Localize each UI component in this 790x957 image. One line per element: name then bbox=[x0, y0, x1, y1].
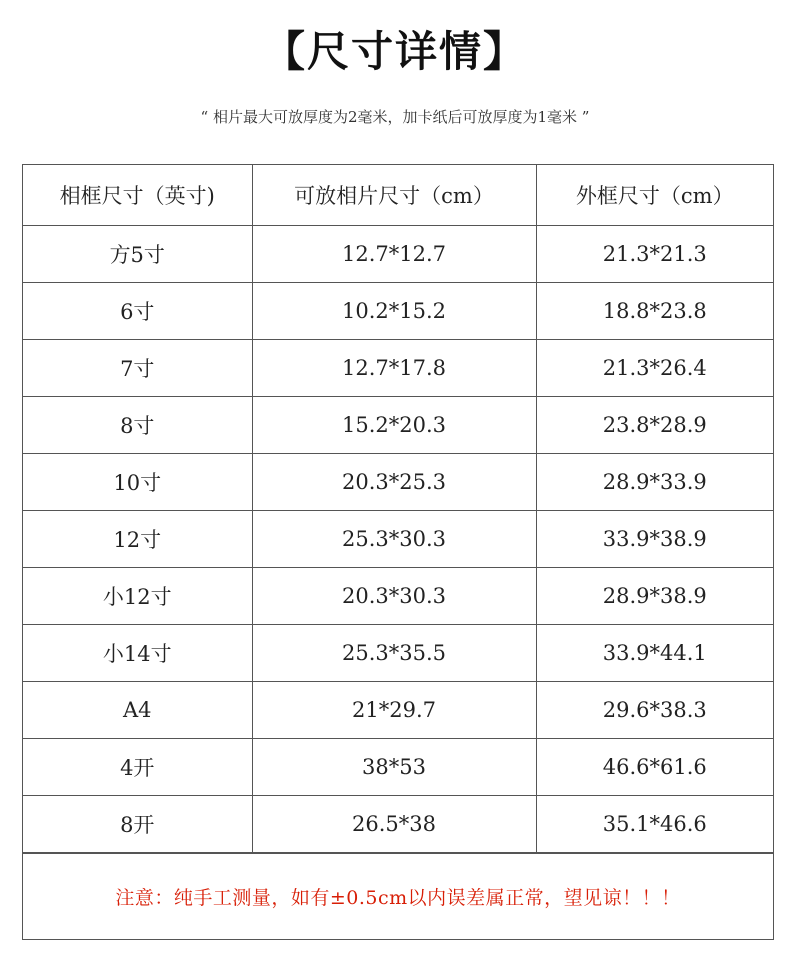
cell-photo-size: 25.3*30.3 bbox=[252, 511, 536, 568]
cell-frame-size: 小12寸 bbox=[23, 568, 252, 625]
table-row bbox=[23, 340, 773, 397]
cell-photo-size: 20.3*25.3 bbox=[252, 454, 536, 511]
table-row bbox=[23, 226, 773, 283]
cell-photo-size: 38*53 bbox=[252, 739, 536, 796]
measurement-tolerance-note: 注意：纯手工测量，如有±0.5cm以内误差属正常，望见谅！！！ bbox=[23, 853, 773, 939]
cell-outer-size: 21.3*26.4 bbox=[536, 340, 773, 397]
cell-frame-size: A4 bbox=[23, 682, 252, 739]
table-row bbox=[23, 796, 773, 853]
page-title: 【尺寸详情】 bbox=[262, 27, 527, 76]
cell-outer-size: 29.6*38.3 bbox=[536, 682, 773, 739]
cell-photo-size: 12.7*17.8 bbox=[252, 340, 536, 397]
cell-photo-size: 20.3*30.3 bbox=[252, 568, 536, 625]
size-table-container bbox=[22, 164, 774, 940]
cell-frame-size: 8开 bbox=[23, 796, 252, 853]
cell-outer-size: 21.3*21.3 bbox=[536, 226, 773, 283]
cell-photo-size: 25.3*35.5 bbox=[252, 625, 536, 682]
table-row bbox=[23, 511, 773, 568]
table-row bbox=[23, 739, 773, 796]
cell-photo-size: 12.7*12.7 bbox=[252, 226, 536, 283]
cell-photo-size: 10.2*15.2 bbox=[252, 283, 536, 340]
cell-outer-size: 28.9*33.9 bbox=[536, 454, 773, 511]
cell-outer-size: 46.6*61.6 bbox=[536, 739, 773, 796]
size-table bbox=[23, 165, 773, 853]
cell-frame-size: 10寸 bbox=[23, 454, 252, 511]
cell-frame-size: 12寸 bbox=[23, 511, 252, 568]
header-frame-size: 相框尺寸（英寸) bbox=[23, 165, 252, 226]
cell-frame-size: 8寸 bbox=[23, 397, 252, 454]
cell-photo-size: 26.5*38 bbox=[252, 796, 536, 853]
table-row bbox=[23, 283, 773, 340]
table-row bbox=[23, 454, 773, 511]
cell-outer-size: 35.1*46.6 bbox=[536, 796, 773, 853]
header-outer-size: 外框尺寸（cm） bbox=[536, 165, 773, 226]
cell-outer-size: 33.9*38.9 bbox=[536, 511, 773, 568]
cell-outer-size: 33.9*44.1 bbox=[536, 625, 773, 682]
cell-outer-size: 28.9*38.9 bbox=[536, 568, 773, 625]
header-photo-size: 可放相片尺寸（cm） bbox=[252, 165, 536, 226]
cell-frame-size: 方5寸 bbox=[23, 226, 252, 283]
cell-frame-size: 4开 bbox=[23, 739, 252, 796]
cell-frame-size: 小14寸 bbox=[23, 625, 252, 682]
cell-frame-size: 6寸 bbox=[23, 283, 252, 340]
table-header-row bbox=[23, 165, 773, 226]
table-row bbox=[23, 682, 773, 739]
cell-outer-size: 23.8*28.9 bbox=[536, 397, 773, 454]
table-row bbox=[23, 568, 773, 625]
table-row bbox=[23, 397, 773, 454]
cell-frame-size: 7寸 bbox=[23, 340, 252, 397]
cell-photo-size: 21*29.7 bbox=[252, 682, 536, 739]
cell-photo-size: 15.2*20.3 bbox=[252, 397, 536, 454]
cell-outer-size: 18.8*23.8 bbox=[536, 283, 773, 340]
table-row bbox=[23, 625, 773, 682]
thickness-note: “ 相片最大可放厚度为2毫米，加卡纸后可放厚度为1毫米 ” bbox=[200, 108, 590, 126]
